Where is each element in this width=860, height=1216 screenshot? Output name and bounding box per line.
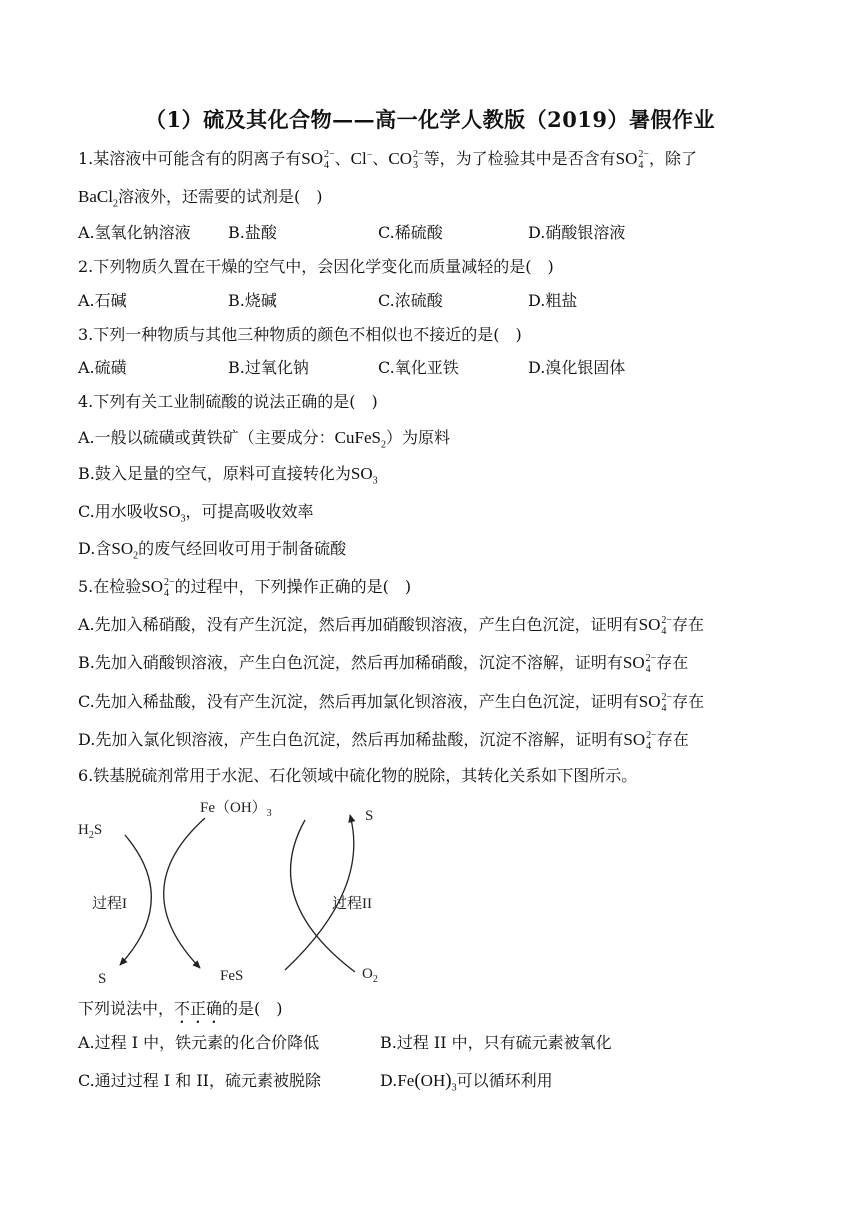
label-process-2: 过程II (332, 896, 372, 912)
arc-feoh3-to-fes (164, 818, 205, 968)
q2-option-b: B.烧碱 (228, 291, 277, 310)
q6-option-b: B.过程 II 中，只有硫元素被氧化 (380, 1033, 612, 1052)
arc-to-s-right (285, 815, 354, 970)
label-s-left: S (98, 971, 107, 987)
label-process-1: 过程I (92, 896, 127, 912)
page-title: （1）硫及其化合物——高一化学人教版（2019）暑假作业 (144, 107, 716, 132)
q4-option-c: C.用水吸收$SO_3$，可提高吸收效率 (78, 502, 314, 525)
q3-option-d: D.溴化银固体 (528, 358, 626, 377)
q6-option-c: C.通过过程 I 和 II，硫元素被脱除 (78, 1071, 321, 1090)
label-fes: FeS (220, 968, 244, 984)
label-o2: $O_2$ (362, 966, 378, 985)
q2-option-d: D.粗盐 (528, 291, 578, 310)
q3-option-c: C.氧化亚铁 (378, 358, 459, 377)
q2-stem: 2.下列物质久置在干燥的空气中，会因化学变化而质量减轻的是( ) (78, 257, 554, 276)
q5-stem: 5.在检验SO 2− 4 的过程中，下列操作正确的是( ) (78, 576, 412, 599)
q3-stem: 3.下列一种物质与其他三种物质的颜色不相似也不接近的是( ) (78, 325, 522, 344)
q3-option-a: A.硫磺 (78, 358, 127, 377)
q5-option-a: A.先加入稀硝酸，没有产生沉淀，然后再加硝酸钡溶液，产生白色沉淀，证明有SO 2− 4 存在 (78, 614, 705, 637)
q1-option-a: A.氢氧化钠溶液 (78, 223, 191, 242)
label-feoh3: $Fe(OH)_3$ (200, 800, 272, 819)
label-s-right: S (365, 808, 374, 824)
q5-option-b: B.先加入硝酸钡溶液，产生白色沉淀，然后再加稀硝酸，沉淀不溶解，证明有SO 2− 4 存在 (78, 652, 689, 675)
q5-option-c: C.先加入稀盐酸，没有产生沉淀，然后再加氯化钡溶液，产生白色沉淀，证明有SO 2− 4 存在 (78, 691, 705, 714)
q2-option-c: C.浓硫酸 (378, 291, 443, 310)
q4-option-b: B.鼓入足量的空气，原料可直接转化为$SO_3$ (78, 464, 378, 487)
q6-stem: 6.铁基脱硫剂常用于水泥、石化领域中硫化物的脱除，其转化关系如下图所示。 (78, 766, 638, 785)
q5-option-d: D.先加入氯化钡溶液，产生白色沉淀，然后再加稀盐酸，沉淀不溶解，证明有SO 2− 4 存在 (78, 729, 689, 752)
desulfurization-diagram (70, 790, 400, 995)
q4-option-a: A.一般以硫磺或黄铁矿（主要成分：CuFeS$_2$）为原料 (78, 428, 450, 451)
q6-option-a: A.过程 I 中，铁元素的化合价降低 (78, 1033, 320, 1052)
q2-option-a: A.石碱 (78, 291, 127, 310)
q1-option-d: D.硝酸银溶液 (528, 223, 626, 242)
q1-stem-cont: BaCl$_2$溶液外，还需要的试剂是( ) (78, 187, 323, 210)
q1-option-c: C.稀硫酸 (378, 223, 443, 242)
label-h2s: $H_2S$ (78, 822, 103, 841)
q3-option-b: B.过氧化钠 (228, 358, 309, 377)
q4-option-d: D.含$SO_2$的废气经回收可用于制备硫酸 (78, 539, 347, 562)
q1-stem: 1.某溶液中可能含有的阴离子有SO 2− 4 、Cl−、CO 2− 3 等，为了检验其中是否含有SO 2− 4 ，除了 (78, 148, 698, 171)
q6-question: 下列说法中，不正确的是( ) (78, 999, 283, 1018)
q1-option-b: B.盐酸 (228, 223, 277, 242)
q6-option-d: $D.Fe(OH)_3$可以循环利用 (380, 1070, 553, 1094)
q4-stem: 4.下列有关工业制硫酸的说法正确的是( ) (78, 392, 378, 411)
